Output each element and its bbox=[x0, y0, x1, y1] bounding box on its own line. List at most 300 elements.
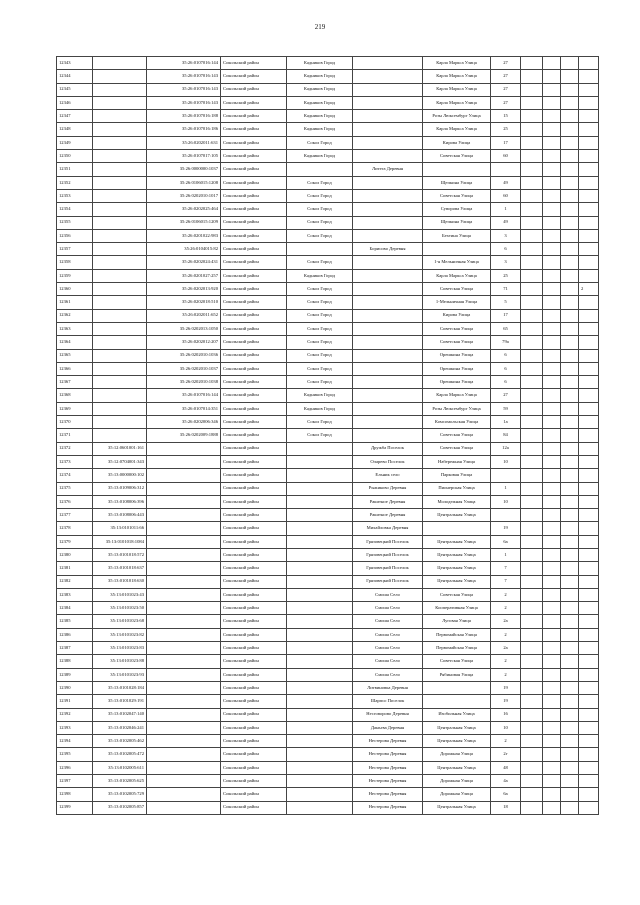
apartment-cell bbox=[579, 163, 599, 176]
extra-cell bbox=[543, 562, 561, 575]
row-number-cell: 12350 bbox=[57, 150, 93, 163]
settlement-cell bbox=[353, 83, 423, 96]
table-row bbox=[57, 642, 599, 655]
table-row bbox=[57, 721, 599, 734]
table-row bbox=[57, 110, 599, 123]
extra-cell bbox=[543, 216, 561, 229]
house-number-cell: 60 bbox=[491, 189, 521, 202]
district-cell: Сокольский район bbox=[221, 136, 287, 149]
row-number-cell: 12386 bbox=[57, 628, 93, 641]
extra-cell bbox=[561, 628, 579, 641]
district-cell: Сокольский район bbox=[221, 163, 287, 176]
settlement-cell: Литвиновка Деревня bbox=[353, 681, 423, 694]
building-cell bbox=[521, 482, 543, 495]
row-number-cell: 12380 bbox=[57, 548, 93, 561]
house-number-cell: 2 bbox=[491, 628, 521, 641]
extra-cell bbox=[543, 70, 561, 83]
house-number-cell: 48 bbox=[491, 761, 521, 774]
row-number-cell: 12368 bbox=[57, 389, 93, 402]
district-cell: Сокольский район bbox=[221, 376, 287, 389]
row-number-cell: 12344 bbox=[57, 70, 93, 83]
settlement-cell bbox=[353, 70, 423, 83]
house-number-cell: 17 bbox=[491, 309, 521, 322]
cadastral-number-cell: 35:13:0101023:83 bbox=[93, 642, 147, 655]
district-cell: Сокольский район bbox=[221, 642, 287, 655]
extra-cell bbox=[561, 442, 579, 455]
extra-cell bbox=[561, 708, 579, 721]
street-cell: Орешкина Улица bbox=[423, 349, 491, 362]
street-cell: Кирова Улица bbox=[423, 309, 491, 322]
table-row bbox=[57, 96, 599, 109]
house-number-cell: 6а bbox=[491, 535, 521, 548]
street-cell: Карла Маркса Улица bbox=[423, 70, 491, 83]
building-cell bbox=[521, 788, 543, 801]
building-cell bbox=[521, 509, 543, 522]
building-cell bbox=[521, 402, 543, 415]
extra-cell bbox=[561, 522, 579, 535]
row-number-cell: 12378 bbox=[57, 522, 93, 535]
apartment-cell bbox=[579, 376, 599, 389]
extra-cell bbox=[543, 96, 561, 109]
city-cell bbox=[287, 482, 353, 495]
city-cell: Сокол Город bbox=[287, 136, 353, 149]
settlement-cell: Нестерова Деревня bbox=[353, 748, 423, 761]
table-row bbox=[57, 535, 599, 548]
district-cell: Сокольский район bbox=[221, 509, 287, 522]
settlement-cell: Нестерова Деревня bbox=[353, 735, 423, 748]
street-cell: Советская Улица bbox=[423, 150, 491, 163]
extra-cell bbox=[561, 416, 579, 429]
cadastral-number-alt-cell bbox=[147, 548, 221, 561]
house-number-cell: 1 bbox=[491, 203, 521, 216]
house-number-cell: 4а bbox=[491, 775, 521, 788]
house-number-cell: 2а bbox=[491, 642, 521, 655]
extra-cell bbox=[543, 416, 561, 429]
house-number-cell: 2 bbox=[491, 655, 521, 668]
building-cell bbox=[521, 695, 543, 708]
city-cell: Кадников Город bbox=[287, 57, 353, 70]
street-cell: Центральная Улица bbox=[423, 735, 491, 748]
extra-cell bbox=[543, 256, 561, 269]
row-number-cell: 12392 bbox=[57, 708, 93, 721]
cadastral-number-alt-cell bbox=[147, 748, 221, 761]
cadastral-number-cell bbox=[93, 110, 147, 123]
row-number-cell: 12389 bbox=[57, 668, 93, 681]
cadastral-number-cell bbox=[93, 163, 147, 176]
extra-cell bbox=[543, 123, 561, 136]
extra-cell bbox=[543, 349, 561, 362]
extra-cell bbox=[543, 150, 561, 163]
district-cell: Сокольский район bbox=[221, 442, 287, 455]
house-number-cell: 10 bbox=[491, 455, 521, 468]
district-cell: Сокольский район bbox=[221, 482, 287, 495]
settlement-cell: Дружба Поселок bbox=[353, 442, 423, 455]
cadastral-number-alt-cell bbox=[147, 495, 221, 508]
settlement-cell: Литега Деревня bbox=[353, 163, 423, 176]
row-number-cell: 12360 bbox=[57, 283, 93, 296]
district-cell: Сокольский район bbox=[221, 389, 287, 402]
cadastral-number-alt-cell bbox=[147, 482, 221, 495]
district-cell: Сокольский район bbox=[221, 628, 287, 641]
apartment-cell bbox=[579, 269, 599, 282]
cadastral-number-cell: 35:13:0102005:472 bbox=[93, 748, 147, 761]
table-row bbox=[57, 362, 599, 375]
apartment-cell bbox=[579, 455, 599, 468]
house-number-cell: 6 bbox=[491, 362, 521, 375]
apartment-cell bbox=[579, 57, 599, 70]
building-cell bbox=[521, 336, 543, 349]
cadastral-number-cell: 35:13:0101028:184 bbox=[93, 681, 147, 694]
house-number-cell: 65 bbox=[491, 322, 521, 335]
cadastral-number-cell: 35:12:0601001:161 bbox=[93, 442, 147, 455]
table-row bbox=[57, 548, 599, 561]
settlement-cell: Нестерова Деревня bbox=[353, 788, 423, 801]
cadastral-number-alt-cell bbox=[147, 628, 221, 641]
building-cell bbox=[521, 668, 543, 681]
settlement-cell: Смоша Село bbox=[353, 615, 423, 628]
extra-cell bbox=[561, 309, 579, 322]
city-cell bbox=[287, 735, 353, 748]
district-cell: Сокольский район bbox=[221, 336, 287, 349]
street-cell: Розы Люксембург Улица bbox=[423, 402, 491, 415]
table-row bbox=[57, 70, 599, 83]
extra-cell bbox=[561, 83, 579, 96]
table-row bbox=[57, 455, 599, 468]
cadastral-number-cell: 35:13:0101023:88 bbox=[93, 655, 147, 668]
cadastral-number-cell bbox=[93, 243, 147, 256]
building-cell bbox=[521, 70, 543, 83]
cadastral-number-alt-cell: 35:26:0107016:186 bbox=[147, 123, 221, 136]
district-cell: Сокольский район bbox=[221, 615, 287, 628]
house-number-cell: 79а bbox=[491, 336, 521, 349]
table-row bbox=[57, 509, 599, 522]
house-number-cell: 19 bbox=[491, 681, 521, 694]
street-cell: Набережная Улица bbox=[423, 455, 491, 468]
building-cell bbox=[521, 735, 543, 748]
district-cell: Сокольский район bbox=[221, 655, 287, 668]
house-number-cell: 27 bbox=[491, 389, 521, 402]
city-cell bbox=[287, 628, 353, 641]
district-cell: Сокольский район bbox=[221, 495, 287, 508]
district-cell: Сокольский район bbox=[221, 548, 287, 561]
extra-cell bbox=[561, 402, 579, 415]
city-cell: Кадников Город bbox=[287, 269, 353, 282]
cadastral-number-alt-cell bbox=[147, 721, 221, 734]
table-row bbox=[57, 402, 599, 415]
street-cell bbox=[423, 681, 491, 694]
row-number-cell: 12358 bbox=[57, 256, 93, 269]
row-number-cell: 12346 bbox=[57, 96, 93, 109]
house-number-cell: 19 bbox=[491, 522, 521, 535]
cadastral-number-alt-cell: 35:26:0202010:1038 bbox=[147, 376, 221, 389]
row-number-cell: 12370 bbox=[57, 416, 93, 429]
street-cell: Дорожная Улица bbox=[423, 775, 491, 788]
city-cell: Сокол Город bbox=[287, 322, 353, 335]
row-number-cell: 12399 bbox=[57, 801, 93, 814]
settlement-cell: Грязовецкий Поселок bbox=[353, 535, 423, 548]
apartment-cell bbox=[579, 402, 599, 415]
cadastral-number-alt-cell: 35:26:0202010:1036 bbox=[147, 349, 221, 362]
row-number-cell: 12367 bbox=[57, 376, 93, 389]
cadastral-number-cell: 35:13:0102005:857 bbox=[93, 801, 147, 814]
table-row bbox=[57, 189, 599, 202]
building-cell bbox=[521, 748, 543, 761]
table-row bbox=[57, 376, 599, 389]
apartment-cell: 2 bbox=[579, 283, 599, 296]
house-number-cell bbox=[491, 509, 521, 522]
extra-cell bbox=[561, 588, 579, 601]
city-cell bbox=[287, 761, 353, 774]
district-cell: Сокольский район bbox=[221, 402, 287, 415]
extra-cell bbox=[561, 681, 579, 694]
cadastral-number-cell bbox=[93, 349, 147, 362]
street-cell: Центральная Улица bbox=[423, 721, 491, 734]
street-cell: Карла Маркса Улица bbox=[423, 57, 491, 70]
city-cell bbox=[287, 442, 353, 455]
city-cell bbox=[287, 801, 353, 814]
row-number-cell: 12361 bbox=[57, 296, 93, 309]
settlement-cell: Михайловка Деревня bbox=[353, 522, 423, 535]
district-cell: Сокольский район bbox=[221, 189, 287, 202]
settlement-cell: Даньгва Деревня bbox=[353, 721, 423, 734]
settlement-cell: Смоша Село bbox=[353, 668, 423, 681]
row-number-cell: 12356 bbox=[57, 229, 93, 242]
registry-body bbox=[57, 57, 599, 815]
settlement-cell bbox=[353, 57, 423, 70]
extra-cell bbox=[543, 615, 561, 628]
building-cell bbox=[521, 469, 543, 482]
city-cell bbox=[287, 681, 353, 694]
building-cell bbox=[521, 442, 543, 455]
building-cell bbox=[521, 602, 543, 615]
table-row bbox=[57, 176, 599, 189]
cadastral-number-alt-cell bbox=[147, 695, 221, 708]
settlement-cell bbox=[353, 389, 423, 402]
extra-cell bbox=[543, 243, 561, 256]
apartment-cell bbox=[579, 575, 599, 588]
apartment-cell bbox=[579, 775, 599, 788]
table-row bbox=[57, 296, 599, 309]
extra-cell bbox=[561, 256, 579, 269]
cadastral-number-cell: 35:13:0102005:729 bbox=[93, 788, 147, 801]
cadastral-number-alt-cell: 35:26:0107017:105 bbox=[147, 150, 221, 163]
district-cell: Сокольский район bbox=[221, 269, 287, 282]
city-cell: Сокол Город bbox=[287, 376, 353, 389]
apartment-cell bbox=[579, 256, 599, 269]
house-number-cell bbox=[491, 163, 521, 176]
extra-cell bbox=[561, 775, 579, 788]
apartment-cell bbox=[579, 322, 599, 335]
cadastral-number-cell bbox=[93, 322, 147, 335]
table-row bbox=[57, 336, 599, 349]
table-row bbox=[57, 562, 599, 575]
street-cell: Дорожная Улица bbox=[423, 788, 491, 801]
table-row bbox=[57, 163, 599, 176]
cadastral-number-cell: 35:13:0101018:637 bbox=[93, 562, 147, 575]
apartment-cell bbox=[579, 695, 599, 708]
row-number-cell: 12395 bbox=[57, 748, 93, 761]
settlement-cell: Нестерова Деревня bbox=[353, 775, 423, 788]
city-cell: Кадников Город bbox=[287, 70, 353, 83]
street-cell: Кооперативная Улица bbox=[423, 602, 491, 615]
building-cell bbox=[521, 110, 543, 123]
row-number-cell: 12348 bbox=[57, 123, 93, 136]
cadastral-number-cell: 35:13:0108006:443 bbox=[93, 509, 147, 522]
city-cell bbox=[287, 721, 353, 734]
street-cell: Карла Маркса Улица bbox=[423, 96, 491, 109]
row-number-cell: 12391 bbox=[57, 695, 93, 708]
district-cell: Сокольский район bbox=[221, 735, 287, 748]
city-cell: Сокол Город bbox=[287, 309, 353, 322]
extra-cell bbox=[543, 588, 561, 601]
apartment-cell bbox=[579, 136, 599, 149]
street-cell: Розы Люксембург Улица bbox=[423, 110, 491, 123]
extra-cell bbox=[561, 176, 579, 189]
district-cell: Сокольский район bbox=[221, 721, 287, 734]
district-cell: Сокольский район bbox=[221, 416, 287, 429]
street-cell bbox=[423, 522, 491, 535]
row-number-cell: 12355 bbox=[57, 216, 93, 229]
street-cell: Советская Улица bbox=[423, 442, 491, 455]
row-number-cell: 12363 bbox=[57, 322, 93, 335]
extra-cell bbox=[543, 509, 561, 522]
row-number-cell: 12351 bbox=[57, 163, 93, 176]
cadastral-number-alt-cell bbox=[147, 761, 221, 774]
settlement-cell: Грязовецкий Поселок bbox=[353, 548, 423, 561]
settlement-cell bbox=[353, 136, 423, 149]
row-number-cell: 12345 bbox=[57, 83, 93, 96]
district-cell: Сокольский район bbox=[221, 429, 287, 442]
extra-cell bbox=[561, 748, 579, 761]
table-row bbox=[57, 243, 599, 256]
cadastral-number-alt-cell: 35:26:0202006:346 bbox=[147, 416, 221, 429]
apartment-cell bbox=[579, 189, 599, 202]
cadastral-number-cell bbox=[93, 416, 147, 429]
district-cell: Сокольский район bbox=[221, 123, 287, 136]
cadastral-number-alt-cell: 35:26:0202024:431 bbox=[147, 256, 221, 269]
cadastral-number-cell bbox=[93, 336, 147, 349]
extra-cell bbox=[561, 110, 579, 123]
row-number-cell: 12357 bbox=[57, 243, 93, 256]
extra-cell bbox=[543, 535, 561, 548]
extra-cell bbox=[561, 548, 579, 561]
cadastral-number-alt-cell bbox=[147, 642, 221, 655]
apartment-cell bbox=[579, 535, 599, 548]
extra-cell bbox=[561, 283, 579, 296]
apartment-cell bbox=[579, 509, 599, 522]
district-cell: Сокольский район bbox=[221, 469, 287, 482]
city-cell bbox=[287, 775, 353, 788]
cadastral-number-alt-cell bbox=[147, 509, 221, 522]
apartment-cell bbox=[579, 83, 599, 96]
cadastral-number-cell bbox=[93, 269, 147, 282]
district-cell: Сокольский район bbox=[221, 562, 287, 575]
city-cell: Сокол Город bbox=[287, 416, 353, 429]
settlement-cell: Несговорово Деревня bbox=[353, 708, 423, 721]
building-cell bbox=[521, 203, 543, 216]
district-cell: Сокольский район bbox=[221, 296, 287, 309]
apartment-cell bbox=[579, 735, 599, 748]
settlement-cell: Грязовецкий Поселок bbox=[353, 575, 423, 588]
row-number-cell: 12396 bbox=[57, 761, 93, 774]
apartment-cell bbox=[579, 562, 599, 575]
building-cell bbox=[521, 708, 543, 721]
city-cell: Кадников Город bbox=[287, 83, 353, 96]
house-number-cell: 5 bbox=[491, 296, 521, 309]
city-cell bbox=[287, 668, 353, 681]
house-number-cell: 12а bbox=[491, 442, 521, 455]
street-cell: Советская Улица bbox=[423, 588, 491, 601]
building-cell bbox=[521, 283, 543, 296]
house-number-cell: 16 bbox=[491, 708, 521, 721]
street-cell: Щепкина Улица bbox=[423, 216, 491, 229]
extra-cell bbox=[561, 296, 579, 309]
settlement-cell bbox=[353, 256, 423, 269]
city-cell: Сокол Город bbox=[287, 229, 353, 242]
extra-cell bbox=[543, 336, 561, 349]
extra-cell bbox=[561, 801, 579, 814]
cadastral-number-cell bbox=[93, 309, 147, 322]
building-cell bbox=[521, 269, 543, 282]
cadastral-number-alt-cell bbox=[147, 562, 221, 575]
cadastral-number-cell: 35:13:0102005:611 bbox=[93, 761, 147, 774]
district-cell: Сокольский район bbox=[221, 708, 287, 721]
street-cell: Орешкина Улица bbox=[423, 362, 491, 375]
cadastral-number-alt-cell bbox=[147, 455, 221, 468]
street-cell: Советская Улица bbox=[423, 336, 491, 349]
extra-cell bbox=[561, 668, 579, 681]
building-cell bbox=[521, 522, 543, 535]
apartment-cell bbox=[579, 349, 599, 362]
city-cell: Кадников Город bbox=[287, 402, 353, 415]
district-cell: Сокольский район bbox=[221, 602, 287, 615]
house-number-cell: 7 bbox=[491, 575, 521, 588]
apartment-cell bbox=[579, 442, 599, 455]
city-cell bbox=[287, 522, 353, 535]
table-row bbox=[57, 57, 599, 70]
city-cell: Сокол Город bbox=[287, 283, 353, 296]
cadastral-number-alt-cell: 35:26:0107014:351 bbox=[147, 402, 221, 415]
extra-cell bbox=[543, 442, 561, 455]
extra-cell bbox=[561, 655, 579, 668]
street-cell: Щепкина Улица bbox=[423, 176, 491, 189]
extra-cell bbox=[561, 788, 579, 801]
house-number-cell: 18 bbox=[491, 801, 521, 814]
building-cell bbox=[521, 642, 543, 655]
extra-cell bbox=[561, 535, 579, 548]
extra-cell bbox=[561, 163, 579, 176]
settlement-cell: Смоша Село bbox=[353, 588, 423, 601]
row-number-cell: 12365 bbox=[57, 349, 93, 362]
settlement-cell bbox=[353, 429, 423, 442]
apartment-cell bbox=[579, 110, 599, 123]
street-cell: Центральная Улица bbox=[423, 562, 491, 575]
building-cell bbox=[521, 416, 543, 429]
house-number-cell: 17 bbox=[491, 136, 521, 149]
city-cell: Кадников Город bbox=[287, 110, 353, 123]
building-cell bbox=[521, 322, 543, 335]
house-number-cell: 6а bbox=[491, 788, 521, 801]
extra-cell bbox=[543, 203, 561, 216]
row-number-cell: 12374 bbox=[57, 469, 93, 482]
row-number-cell: 12382 bbox=[57, 575, 93, 588]
street-cell: Суворова Улица bbox=[423, 203, 491, 216]
building-cell bbox=[521, 495, 543, 508]
extra-cell bbox=[561, 322, 579, 335]
extra-cell bbox=[561, 123, 579, 136]
cadastral-number-cell bbox=[93, 176, 147, 189]
building-cell bbox=[521, 362, 543, 375]
